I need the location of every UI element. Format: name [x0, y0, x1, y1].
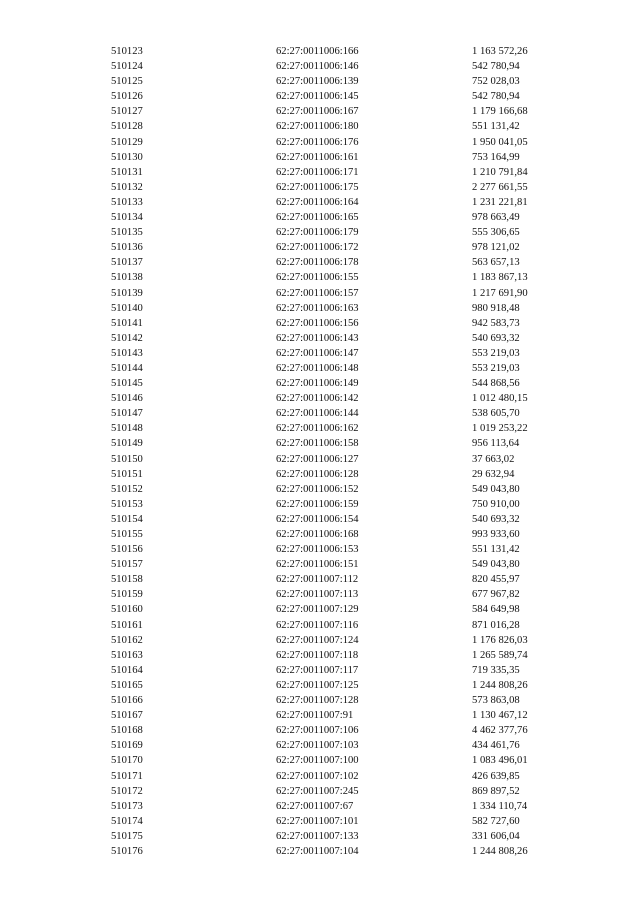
cadastral-number-cell: 62:27:0011006:146	[276, 61, 359, 73]
table-row	[0, 602, 640, 617]
table-row	[0, 255, 640, 270]
record-number-cell: 510127	[111, 106, 143, 118]
cadastral-number-cell: 62:27:0011007:101	[276, 815, 359, 827]
cadastral-number-cell: 62:27:0011006:155	[276, 272, 359, 284]
cadastral-number-cell: 62:27:0011007:117	[276, 664, 359, 676]
cadastral-number-cell: 62:27:0011006:148	[276, 362, 359, 374]
table-row	[0, 557, 640, 572]
record-number-cell: 510160	[111, 604, 143, 616]
record-number-cell: 510132	[111, 181, 143, 193]
table-row	[0, 119, 640, 134]
record-number-cell: 510157	[111, 559, 143, 571]
record-number-cell: 510176	[111, 845, 143, 857]
table-row	[0, 572, 640, 587]
table-row	[0, 587, 640, 602]
cadastral-value-cell: 820 455,97	[472, 574, 520, 586]
record-number-cell: 510169	[111, 740, 143, 752]
cadastral-value-cell: 551 131,42	[472, 121, 520, 133]
cadastral-number-cell: 62:27:0011007:113	[276, 589, 359, 601]
table-row	[0, 180, 640, 195]
record-number-cell: 510150	[111, 453, 143, 465]
cadastral-number-cell: 62:27:0011006:145	[276, 91, 359, 103]
record-number-cell: 510130	[111, 151, 143, 163]
cadastral-value-cell: 869 897,52	[472, 785, 520, 797]
record-number-cell: 510167	[111, 710, 143, 722]
table-row	[0, 421, 640, 436]
cadastral-value-cell: 980 918,48	[472, 302, 520, 314]
table-row	[0, 708, 640, 723]
table-row	[0, 150, 640, 165]
table-row	[0, 301, 640, 316]
cadastral-value-cell: 331 606,04	[472, 830, 520, 842]
cadastral-number-cell: 62:27:0011007:245	[276, 785, 359, 797]
record-number-cell: 510142	[111, 332, 143, 344]
cadastral-value-cell: 4 462 377,76	[472, 725, 528, 737]
table-row	[0, 225, 640, 240]
record-number-cell: 510131	[111, 166, 143, 178]
cadastral-number-cell: 62:27:0011007:124	[276, 634, 359, 646]
record-number-cell: 510175	[111, 830, 143, 842]
cadastral-number-cell: 62:27:0011006:162	[276, 423, 359, 435]
cadastral-number-cell: 62:27:0011006:163	[276, 302, 359, 314]
record-number-cell: 510141	[111, 317, 143, 329]
table-row	[0, 74, 640, 89]
cadastral-number-cell: 62:27:0011006:161	[276, 151, 359, 163]
cadastral-number-cell: 62:27:0011006:128	[276, 468, 359, 480]
cadastral-number-cell: 62:27:0011007:103	[276, 740, 359, 752]
cadastral-value-cell: 1 210 791,84	[472, 166, 528, 178]
cadastral-value-cell: 37 663,02	[472, 453, 515, 465]
table-row	[0, 316, 640, 331]
cadastral-number-cell: 62:27:0011007:106	[276, 725, 359, 737]
cadastral-number-cell: 62:27:0011007:100	[276, 755, 359, 767]
cadastral-value-cell: 540 693,32	[472, 513, 520, 525]
table-row	[0, 527, 640, 542]
cadastral-number-cell: 62:27:0011007:128	[276, 695, 359, 707]
record-number-cell: 510133	[111, 196, 143, 208]
cadastral-number-cell: 62:27:0011007:129	[276, 604, 359, 616]
cadastral-value-cell: 555 306,65	[472, 227, 520, 239]
record-number-cell: 510148	[111, 423, 143, 435]
cadastral-value-cell: 549 043,80	[472, 559, 520, 571]
record-number-cell: 510135	[111, 227, 143, 239]
table-row	[0, 104, 640, 119]
cadastral-value-cell: 1 019 253,22	[472, 423, 528, 435]
cadastral-value-cell: 2 277 661,55	[472, 181, 528, 193]
cadastral-value-cell: 993 933,60	[472, 529, 520, 540]
cadastral-number-cell: 62:27:0011007:125	[276, 679, 359, 691]
cadastral-number-cell: 62:27:0011006:139	[276, 76, 359, 88]
record-number-cell: 510152	[111, 483, 143, 495]
table-row	[0, 286, 640, 301]
record-number-cell: 510163	[111, 649, 143, 661]
cadastral-number-cell: 62:27:0011006:151	[276, 559, 359, 571]
table-row	[0, 784, 640, 799]
table-row	[0, 44, 640, 59]
cadastral-value-cell: 753 164,99	[472, 151, 520, 163]
cadastral-number-cell: 62:27:0011006:168	[276, 529, 359, 540]
record-number-cell: 510166	[111, 695, 143, 707]
table-row	[0, 240, 640, 255]
cadastral-value-cell: 553 219,03	[472, 362, 520, 374]
record-number-cell: 510170	[111, 755, 143, 767]
record-number-cell: 510162	[111, 634, 143, 646]
table-row	[0, 436, 640, 451]
cadastral-number-cell: 62:27:0011006:157	[276, 287, 359, 299]
cadastral-number-cell: 62:27:0011007:102	[276, 770, 359, 782]
table-row	[0, 542, 640, 557]
table-row	[0, 467, 640, 482]
cadastral-number-cell: 62:27:0011006:180	[276, 121, 359, 133]
table-row	[0, 406, 640, 421]
cadastral-value-cell: 563 657,13	[472, 257, 520, 269]
cadastral-value-cell: 1 163 572,26	[472, 46, 528, 57]
record-number-cell: 510123	[111, 46, 143, 57]
table-row	[0, 693, 640, 708]
cadastral-number-cell: 62:27:0011006:144	[276, 408, 359, 420]
cadastral-value-cell: 553 219,03	[472, 347, 520, 359]
table-row	[0, 844, 640, 859]
record-number-cell: 510158	[111, 574, 143, 586]
cadastral-number-cell: 62:27:0011007:67	[276, 800, 354, 812]
table-row	[0, 738, 640, 753]
cadastral-value-cell: 1 950 041,05	[472, 136, 528, 148]
record-number-cell: 510144	[111, 362, 143, 374]
cadastral-number-cell: 62:27:0011006:152	[276, 483, 359, 495]
table-row	[0, 618, 640, 633]
cadastral-number-cell: 62:27:0011006:172	[276, 242, 359, 254]
cadastral-number-cell: 62:27:0011006:175	[276, 181, 359, 193]
record-number-cell: 510173	[111, 800, 143, 812]
table-row	[0, 497, 640, 512]
cadastral-number-cell: 62:27:0011007:118	[276, 649, 359, 661]
record-number-cell: 510168	[111, 725, 143, 737]
cadastral-value-cell: 1 217 691,90	[472, 287, 528, 299]
cadastral-number-cell: 62:27:0011006:164	[276, 196, 359, 208]
table-row	[0, 452, 640, 467]
record-number-cell: 510143	[111, 347, 143, 359]
record-number-cell: 510156	[111, 544, 143, 556]
record-number-cell: 510155	[111, 529, 143, 540]
cadastral-number-cell: 62:27:0011006:149	[276, 378, 359, 390]
table-row	[0, 769, 640, 784]
table-row	[0, 633, 640, 648]
cadastral-value-cell: 750 910,00	[472, 498, 520, 510]
record-number-cell: 510154	[111, 513, 143, 525]
cadastral-value-cell: 871 016,28	[472, 619, 520, 631]
table-row	[0, 814, 640, 829]
cadastral-value-cell: 540 693,32	[472, 332, 520, 344]
cadastral-value-cell: 582 727,60	[472, 815, 520, 827]
table-row	[0, 210, 640, 225]
record-number-cell: 510125	[111, 76, 143, 88]
cadastral-value-cell: 1 334 110,74	[472, 800, 528, 812]
record-number-cell: 510129	[111, 136, 143, 148]
cadastral-number-cell: 62:27:0011006:147	[276, 347, 359, 359]
table-row	[0, 753, 640, 768]
record-number-cell: 510146	[111, 393, 143, 405]
cadastral-number-cell: 62:27:0011007:112	[276, 574, 359, 586]
table-row	[0, 376, 640, 391]
table-row	[0, 723, 640, 738]
record-number-cell: 510165	[111, 679, 143, 691]
record-number-cell: 510145	[111, 378, 143, 390]
table-row	[0, 361, 640, 376]
record-number-cell: 510126	[111, 91, 143, 103]
table-row	[0, 59, 640, 74]
table-row	[0, 512, 640, 527]
cadastral-number-cell: 62:27:0011007:116	[276, 619, 359, 631]
record-number-cell: 510140	[111, 302, 143, 314]
table-row	[0, 165, 640, 180]
cadastral-value-cell: 1 176 826,03	[472, 634, 528, 646]
cadastral-number-cell: 62:27:0011006:167	[276, 106, 359, 118]
cadastral-value-cell: 549 043,80	[472, 483, 520, 495]
cadastral-value-cell: 584 649,98	[472, 604, 520, 616]
cadastral-value-cell: 434 461,76	[472, 740, 520, 752]
cadastral-number-cell: 62:27:0011006:158	[276, 438, 359, 450]
cadastral-value-cell: 1 265 589,74	[472, 649, 528, 661]
cadastral-number-cell: 62:27:0011006:156	[276, 317, 359, 329]
record-number-cell: 510161	[111, 619, 143, 631]
record-number-cell: 510153	[111, 498, 143, 510]
table-row	[0, 135, 640, 150]
cadastral-number-cell: 62:27:0011007:91	[276, 710, 354, 722]
record-number-cell: 510139	[111, 287, 143, 299]
table-row	[0, 195, 640, 210]
record-number-cell: 510172	[111, 785, 143, 797]
record-number-cell: 510171	[111, 770, 143, 782]
cadastral-value-cell: 542 780,94	[472, 61, 520, 73]
cadastral-number-cell: 62:27:0011007:133	[276, 830, 359, 842]
cadastral-value-cell: 1 012 480,15	[472, 393, 528, 405]
record-number-cell: 510147	[111, 408, 143, 420]
table-row	[0, 331, 640, 346]
table-row	[0, 89, 640, 104]
cadastral-number-cell: 62:27:0011006:171	[276, 166, 359, 178]
cadastral-number-cell: 62:27:0011006:178	[276, 257, 359, 269]
cadastral-number-cell: 62:27:0011006:179	[276, 227, 359, 239]
cadastral-value-cell: 1 183 867,13	[472, 272, 528, 284]
table-row	[0, 678, 640, 693]
table-row	[0, 391, 640, 406]
cadastral-value-cell: 942 583,73	[472, 317, 520, 329]
cadastral-value-cell: 544 868,56	[472, 378, 520, 390]
cadastral-number-cell: 62:27:0011006:159	[276, 498, 359, 510]
cadastral-value-cell: 978 663,49	[472, 212, 520, 224]
cadastral-value-cell: 542 780,94	[472, 91, 520, 103]
cadastral-value-cell: 677 967,82	[472, 589, 520, 601]
cadastral-number-cell: 62:27:0011006:153	[276, 544, 359, 556]
record-number-cell: 510134	[111, 212, 143, 224]
table-row	[0, 270, 640, 285]
cadastral-number-cell: 62:27:0011007:104	[276, 845, 359, 857]
cadastral-number-cell: 62:27:0011006:127	[276, 453, 359, 465]
cadastral-value-cell: 1 083 496,01	[472, 755, 528, 767]
record-number-cell: 510128	[111, 121, 143, 133]
cadastral-value-cell: 538 605,70	[472, 408, 520, 420]
table-row	[0, 829, 640, 844]
cadastral-value-cell: 29 632,94	[472, 468, 515, 480]
cadastral-value-cell: 1 244 808,26	[472, 679, 528, 691]
table-row	[0, 346, 640, 361]
cadastral-number-cell: 62:27:0011006:154	[276, 513, 359, 525]
cadastral-value-cell: 956 113,64	[472, 438, 520, 450]
cadastral-number-cell: 62:27:0011006:176	[276, 136, 359, 148]
cadastral-value-cell: 573 863,08	[472, 695, 520, 707]
record-number-cell: 510159	[111, 589, 143, 601]
cadastral-value-cell: 978 121,02	[472, 242, 520, 254]
cadastral-value-cell: 719 335,35	[472, 664, 520, 676]
cadastral-value-cell: 1 130 467,12	[472, 710, 528, 722]
table-row	[0, 799, 640, 814]
cadastral-number-cell: 62:27:0011006:143	[276, 332, 359, 344]
record-number-cell: 510164	[111, 664, 143, 676]
record-number-cell: 510124	[111, 61, 143, 73]
cadastral-value-table	[0, 44, 640, 859]
table-row	[0, 648, 640, 663]
record-number-cell: 510174	[111, 815, 143, 827]
record-number-cell: 510151	[111, 468, 143, 480]
record-number-cell: 510138	[111, 272, 143, 284]
cadastral-value-cell: 752 028,03	[472, 76, 520, 88]
cadastral-number-cell: 62:27:0011006:165	[276, 212, 359, 224]
table-row	[0, 663, 640, 678]
cadastral-value-cell: 1 231 221,81	[472, 196, 528, 208]
cadastral-number-cell: 62:27:0011006:166	[276, 46, 359, 57]
record-number-cell: 510136	[111, 242, 143, 254]
cadastral-value-cell: 1 179 166,68	[472, 106, 528, 118]
record-number-cell: 510137	[111, 257, 143, 269]
table-row	[0, 482, 640, 497]
record-number-cell: 510149	[111, 438, 143, 450]
cadastral-value-cell: 1 244 808,26	[472, 845, 528, 857]
cadastral-number-cell: 62:27:0011006:142	[276, 393, 359, 405]
cadastral-value-cell: 551 131,42	[472, 544, 520, 556]
cadastral-value-cell: 426 639,85	[472, 770, 520, 782]
